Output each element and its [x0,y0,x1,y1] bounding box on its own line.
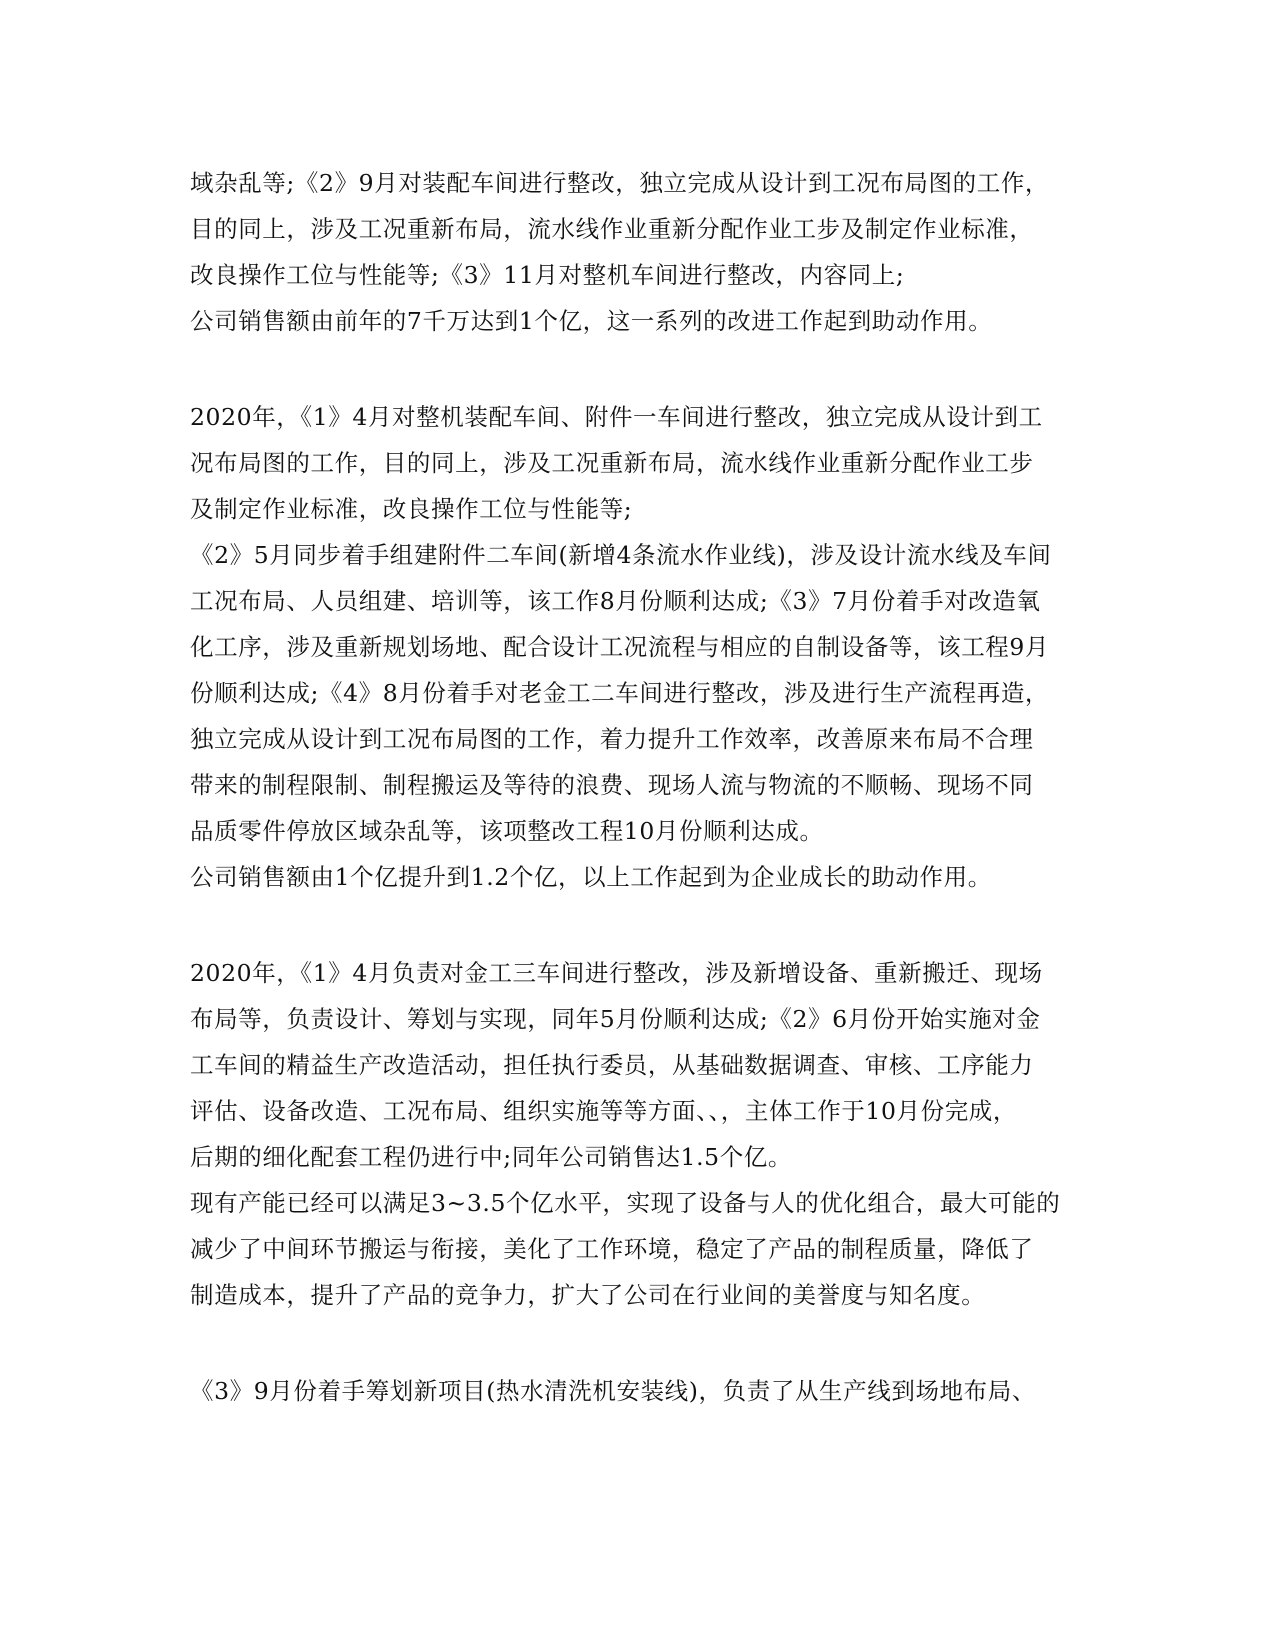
paragraph-gap [190,344,1080,394]
text-line: 评估、设备改造、工况布局、组织实施等等方面、、，主体工作于10月份完成， [190,1097,1018,1125]
text-line: 布局等，负责设计、筹划与实现，同年5月份顺利达成;《2》6月份开始实施对金 [190,1005,1041,1033]
text-line: 减少了中间环节搬运与衔接，美化了工作环境，稳定了产品的制程质量，降低了 [190,1235,1034,1263]
paragraph-gap [190,900,1080,950]
text-line: 公司销售额由前年的7千万达到1个亿，这一系列的改进工作起到助动作用。 [190,307,993,335]
paragraph-gap [190,1318,1080,1368]
text-line: 2020年，《1》4月对整机装配车间、附件一车间进行整改，独立完成从设计到工 [190,403,1043,431]
paragraph [190,160,1080,344]
text-line: 《2》5月同步着手组建附件二车间(新增4条流水作业线)，涉及设计流水线及车间 [190,541,1052,569]
text-line: 公司销售额由1个亿提升到1.2个亿，以上工作起到为企业成长的助动作用。 [190,863,992,891]
text-line: 况布局图的工作，目的同上，涉及工况重新布局，流水线作业重新分配作业工步 [190,449,1034,477]
text-line: 及制定作业标准，改良操作工位与性能等; [190,495,633,523]
text-line: 域杂乱等;《2》9月对装配车间进行整改，独立完成从设计到工况布局图的工作， [190,169,1050,197]
text-line: 品质零件停放区域杂乱等，该项整改工程10月份顺利达成。 [190,817,824,845]
paragraph [190,394,1080,900]
text-line: 后期的细化配套工程仍进行中;同年公司销售达1.5个亿。 [190,1143,792,1171]
text-line: 现有产能已经可以满足3~3.5个亿水平，实现了设备与人的优化组合，最大可能的 [190,1189,1061,1217]
text-line: 工况布局、人员组建、培训等，该工作8月份顺利达成;《3》7月份着手对改造氧 [190,587,1041,615]
text-line: 目的同上，涉及工况重新布局，流水线作业重新分配作业工步及制定作业标准， [190,215,1034,243]
text-line: 改良操作工位与性能等;《3》11月对整机车间进行整改，内容同上; [190,261,905,289]
paragraph [190,950,1080,1318]
text-line: 《3》9月份着手筹划新项目(热水清洗机安装线)，负责了从生产线到场地布局、 [190,1377,1036,1405]
text-line: 工车间的精益生产改造活动，担任执行委员，从基础数据调查、审核、工序能力 [190,1051,1034,1079]
text-line: 独立完成从设计到工况布局图的工作，着力提升工作效率，改善原来布局不合理 [190,725,1034,753]
text-line: 制造成本，提升了产品的竞争力，扩大了公司在行业间的美誉度与知名度。 [190,1281,986,1309]
text-line: 2020年，《1》4月负责对金工三车间进行整改，涉及新增设备、重新搬迁、现场 [190,959,1043,987]
text-line: 份顺利达成;《4》8月份着手对老金工二车间进行整改，涉及进行生产流程再造， [190,679,1050,707]
paragraph [190,1368,1080,1414]
document-body [190,160,1080,1414]
text-line: 带来的制程限制、制程搬运及等待的浪费、现场人流与物流的不顺畅、现场不同 [190,771,1034,799]
text-line: 化工序，涉及重新规划场地、配合设计工况流程与相应的自制设备等，该工程9月 [190,633,1050,661]
